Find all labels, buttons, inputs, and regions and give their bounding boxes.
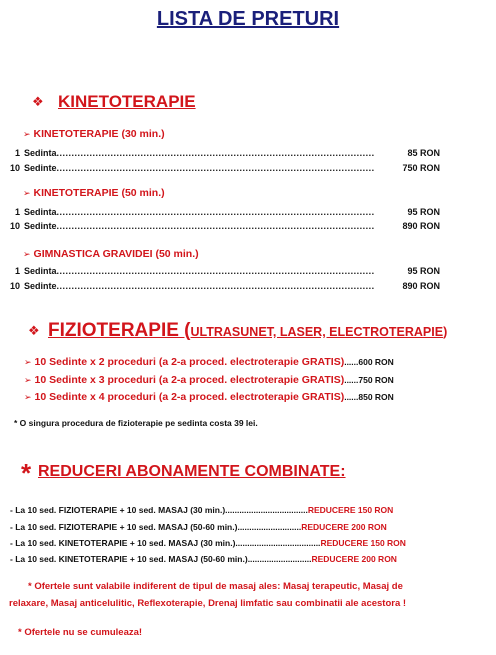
offer-note-line2: relaxare, Masaj anticelulitic, Reflexoterapie, Drenaj limfatic sau combinatii ale acestora ! xyxy=(9,598,407,609)
arrow-bullet-icon: ➢ xyxy=(23,249,31,259)
page-title: LISTA DE PRETURI xyxy=(156,8,340,30)
group-title-kineto-30: ➢ KINETOTERAPIE (30 min.) xyxy=(23,128,165,140)
fizio-offer: ➢ 10 Sedinte x 2 proceduri (a 2-a proced. electroterapie GRATIS)......600 RON xyxy=(24,356,394,368)
price-row: 10 Sedinte .......................................................................................................... 890 RON xyxy=(10,281,440,291)
group-title-gimnastica: ➢ GIMNASTICA GRAVIDEI (50 min.) xyxy=(23,248,199,260)
fizio-note: * O singura procedura de fizioterapie pe sedinta costa 39 lei. xyxy=(14,418,258,428)
offer-note-no-cumul: * Ofertele nu se cumuleaza! xyxy=(18,627,143,638)
combo-row: - La 10 sed. FIZIOTERAPIE + 10 sed. MASAJ (30 min.)...................................REDUCERE 150 RON xyxy=(10,505,394,515)
arrow-bullet-icon: ➢ xyxy=(24,375,32,385)
price-row: 10 Sedinte .......................................................................................................... 890 RON xyxy=(10,221,440,231)
fizio-offer: ➢ 10 Sedinte x 4 proceduri (a 2-a proced. electroterapie GRATIS)......850 RON xyxy=(24,391,394,403)
section-heading-fizioterapie: FIZIOTERAPIE (ULTRASUNET, LASER, ELECTROTERAPIE) xyxy=(48,320,448,341)
price-row: 1 Sedinta .......................................................................................................... 95 RON xyxy=(14,266,440,276)
diamond-bullet-icon: ❖ xyxy=(28,323,40,338)
arrow-bullet-icon: ➢ xyxy=(24,357,32,367)
price-row: 1 Sedinta .......................................................................................................... 85 RON xyxy=(14,148,440,158)
offer-note-line1: * Ofertele sunt valabile indiferent de tipul de masaj ales: Masaj terapeutic, Masaj de xyxy=(28,581,403,592)
diamond-bullet-icon: ❖ xyxy=(32,94,44,109)
combo-row: - La 10 sed. FIZIOTERAPIE + 10 sed. MASAJ (50-60 min.)...........................REDUCERE 200 RON xyxy=(10,522,387,532)
price-row: 10 Sedinte .......................................................................................................... 750 RON xyxy=(10,163,440,173)
group-title-kineto-50: ➢ KINETOTERAPIE (50 min.) xyxy=(23,187,165,199)
arrow-bullet-icon: ➢ xyxy=(23,188,31,198)
arrow-bullet-icon: ➢ xyxy=(24,392,32,402)
combo-row: - La 10 sed. KINETOTERAPIE + 10 sed. MASAJ (50-60 min.)...........................REDUCERE 200 RON xyxy=(10,554,397,564)
section-heading-kinetoterapie: KINETOTERAPIE xyxy=(58,92,196,111)
combo-row: - La 10 sed. KINETOTERAPIE + 10 sed. MASAJ (30 min.)....................................REDUCERE 150 RON xyxy=(10,538,406,548)
asterisk-icon: * xyxy=(21,458,32,488)
price-row: 1 Sedinta .......................................................................................................... 95 RON xyxy=(14,207,440,217)
section-heading-reduceri: REDUCERI ABONAMENTE COMBINATE: xyxy=(38,463,346,480)
fizio-offer: ➢ 10 Sedinte x 3 proceduri (a 2-a proced. electroterapie GRATIS)......750 RON xyxy=(24,374,394,386)
arrow-bullet-icon: ➢ xyxy=(23,129,31,139)
